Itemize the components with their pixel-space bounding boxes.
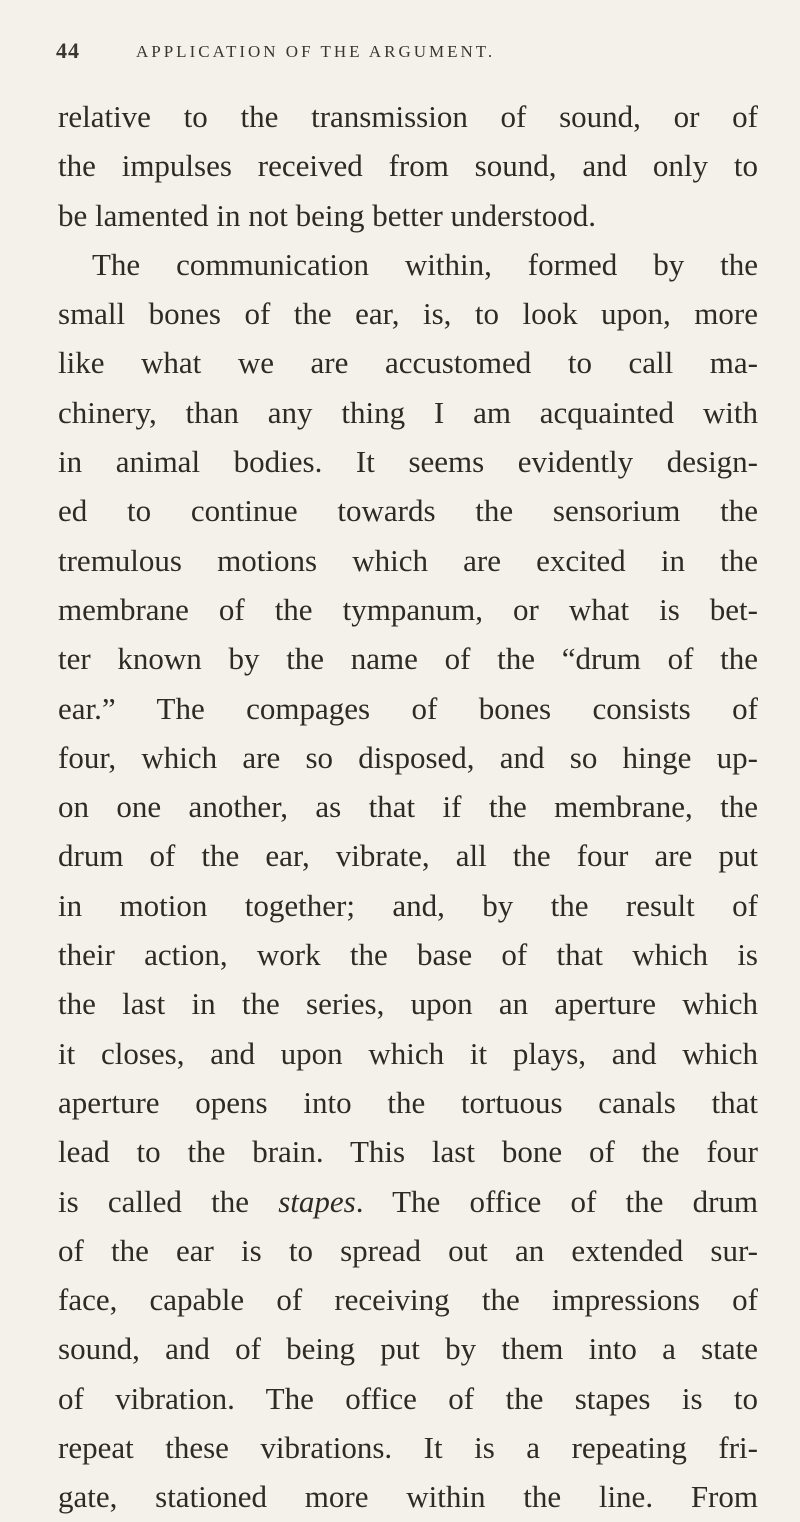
text-line: chinery, than any thing I am acquainted with bbox=[58, 394, 758, 430]
text-line: membrane of the tympanum, or what is bet- bbox=[58, 591, 758, 627]
text-line: ed to continue towards the sensorium the bbox=[58, 493, 758, 529]
text-line: The communication within, formed by the bbox=[92, 246, 758, 282]
text-line: ear.” The compages of bones consists of bbox=[58, 690, 758, 726]
text-line: of the ear is to spread out an extended sur- bbox=[58, 1232, 758, 1268]
text-line: lead to the brain. This last bone of the four bbox=[58, 1134, 758, 1170]
text-line: four, which are so disposed, and so hinge up- bbox=[58, 739, 758, 775]
text-line: ter known by the name of the “drum of the bbox=[58, 641, 758, 677]
text-line: repeat these vibrations. It is a repeating fri- bbox=[58, 1430, 758, 1466]
text-line: in animal bodies. It seems evidently design- bbox=[58, 444, 758, 480]
text-line: relative to the transmission of sound, or of bbox=[58, 99, 758, 134]
text-line: small bones of the ear, is, to look upon, more bbox=[58, 296, 758, 332]
text-line: of vibration. The office of the stapes is to bbox=[58, 1380, 758, 1416]
text-line-with-italic bbox=[58, 1177, 758, 1226]
text-line: be lamented in not being better understood. bbox=[58, 197, 597, 233]
text-line: tremulous motions which are excited in the bbox=[58, 542, 758, 578]
text-line: sound, and of being put by them into a state bbox=[58, 1331, 758, 1367]
text-line: the impulses received from sound, and only to bbox=[58, 148, 758, 184]
text-line: aperture opens into the tortuous canals that bbox=[58, 1084, 758, 1120]
text-line: like what we are accustomed to call ma- bbox=[58, 345, 758, 381]
text-line: drum of the ear, vibrate, all the four are put bbox=[58, 838, 758, 874]
text-line: the last in the series, upon an aperture which bbox=[58, 986, 758, 1022]
text-line: face, capable of receiving the impressions of bbox=[58, 1282, 758, 1318]
text-line: in motion together; and, by the result of bbox=[58, 887, 758, 923]
running-head bbox=[56, 38, 756, 68]
text-segment: . The office of the drum bbox=[355, 1183, 759, 1219]
text-line: on one another, as that if the membrane, the bbox=[58, 789, 758, 825]
text-segment: is called the bbox=[58, 1183, 279, 1219]
text-line: their action, work the base of that which is bbox=[58, 937, 758, 973]
text-line: gate, stationed more within the line. From bbox=[58, 1479, 758, 1515]
page-number: 44 bbox=[56, 38, 80, 63]
italic-term-stapes: stapes bbox=[278, 1183, 356, 1219]
body-text bbox=[58, 92, 758, 1522]
text-line: it closes, and upon which it plays, and which bbox=[58, 1035, 758, 1071]
running-title: APPLICATION OF THE ARGUMENT. bbox=[136, 42, 496, 61]
